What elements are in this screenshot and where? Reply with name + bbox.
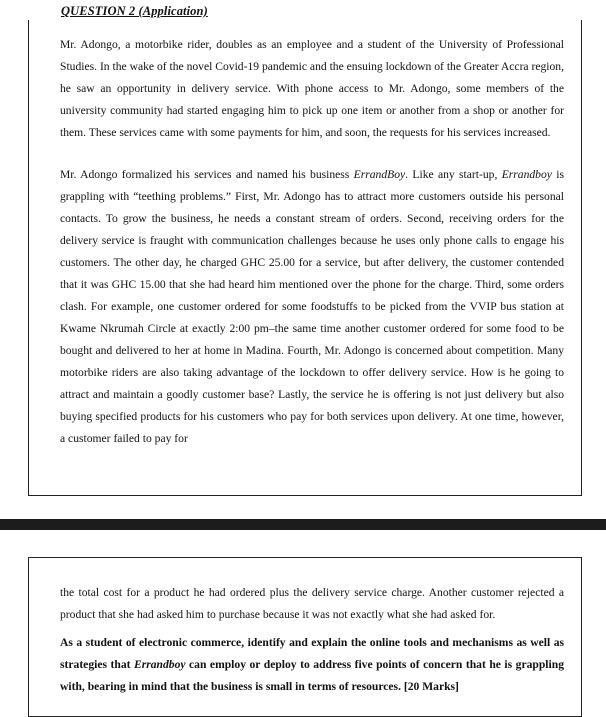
paragraph-problems: [60, 164, 564, 450]
business-name-errandboy-2: Errandboy: [501, 168, 552, 181]
paragraph-continuation: the total cost for a product he had ordered plus the delivery service charge. Another customer rejected a product that she had asked him to purchase because it was not exactly what she had asked for.: [60, 586, 564, 621]
paragraph-problems-text-c: is grappling with “teething problems.” First, Mr. Adongo has to attract more customers outside his personal contacts. To grow the business, he needs a constant stream of orders. Second, receiving orders for the delivery service is fraught with communication challenges because he uses only phone calls to engage his customers. The other day, he charged GHC 25.00 for a service, but after delivery, the customer contended that it was GHC 15.00 that she had heard him mentioned over the phone for the charge. Third, some orders clash. For example, one customer ordered for some foodstuffs to be picked from the VVIP bus station at Kwame Nkrumah Circle at exactly 2:00 pm–the same time another customer ordered for some food to be bought and delivered to her at home in Madina. Fourth, Mr. Adongo is concerned about competition. Many motorbike riders are also taking advantage of the lockdown to offer delivery service. How is he going to attract and maintain a goodly customer base? Lastly, the service he is offering is not just delivery but also buying specified products for his customers who pay for both services upon delivery. At one time, however, a customer failed to pay for: [60, 168, 564, 445]
task-instruction: [60, 632, 564, 698]
paragraph-problems-text-b: . Like any start-up,: [405, 168, 502, 181]
task-text-b: can employ or deploy to address five points of concern that he is grappling with, bearing in mind that the business is small in terms of resources. [20 Marks]: [60, 658, 564, 693]
business-name-errandboy: ErrandBoy: [353, 168, 406, 181]
paragraph-background: Mr. Adongo, a motorbike rider, doubles as an employee and a student of the University of Professional Studies. In the wake of the novel Covid-19 pandemic and the ensuing lockdown of the Greater Accra region, he saw an opportunity in delivery service. With phone access to Mr. Adongo, some members of the university community had started engaging him to pick up one item or another from a shop or another for them. These services came with some payments for him, and soon, the requests for his services increased.: [60, 38, 564, 139]
page-break-band: [0, 519, 606, 530]
question-heading: QUESTION 2 (Application): [61, 4, 208, 18]
task-text-a: As a student of electronic commerce, identify and explain the online tools and mechanisms as well as strategies that: [60, 636, 564, 671]
task-business-name: Errandboy: [133, 658, 186, 671]
paragraph-problems-text-a: Mr. Adongo formalized his services and named his business: [60, 168, 354, 181]
